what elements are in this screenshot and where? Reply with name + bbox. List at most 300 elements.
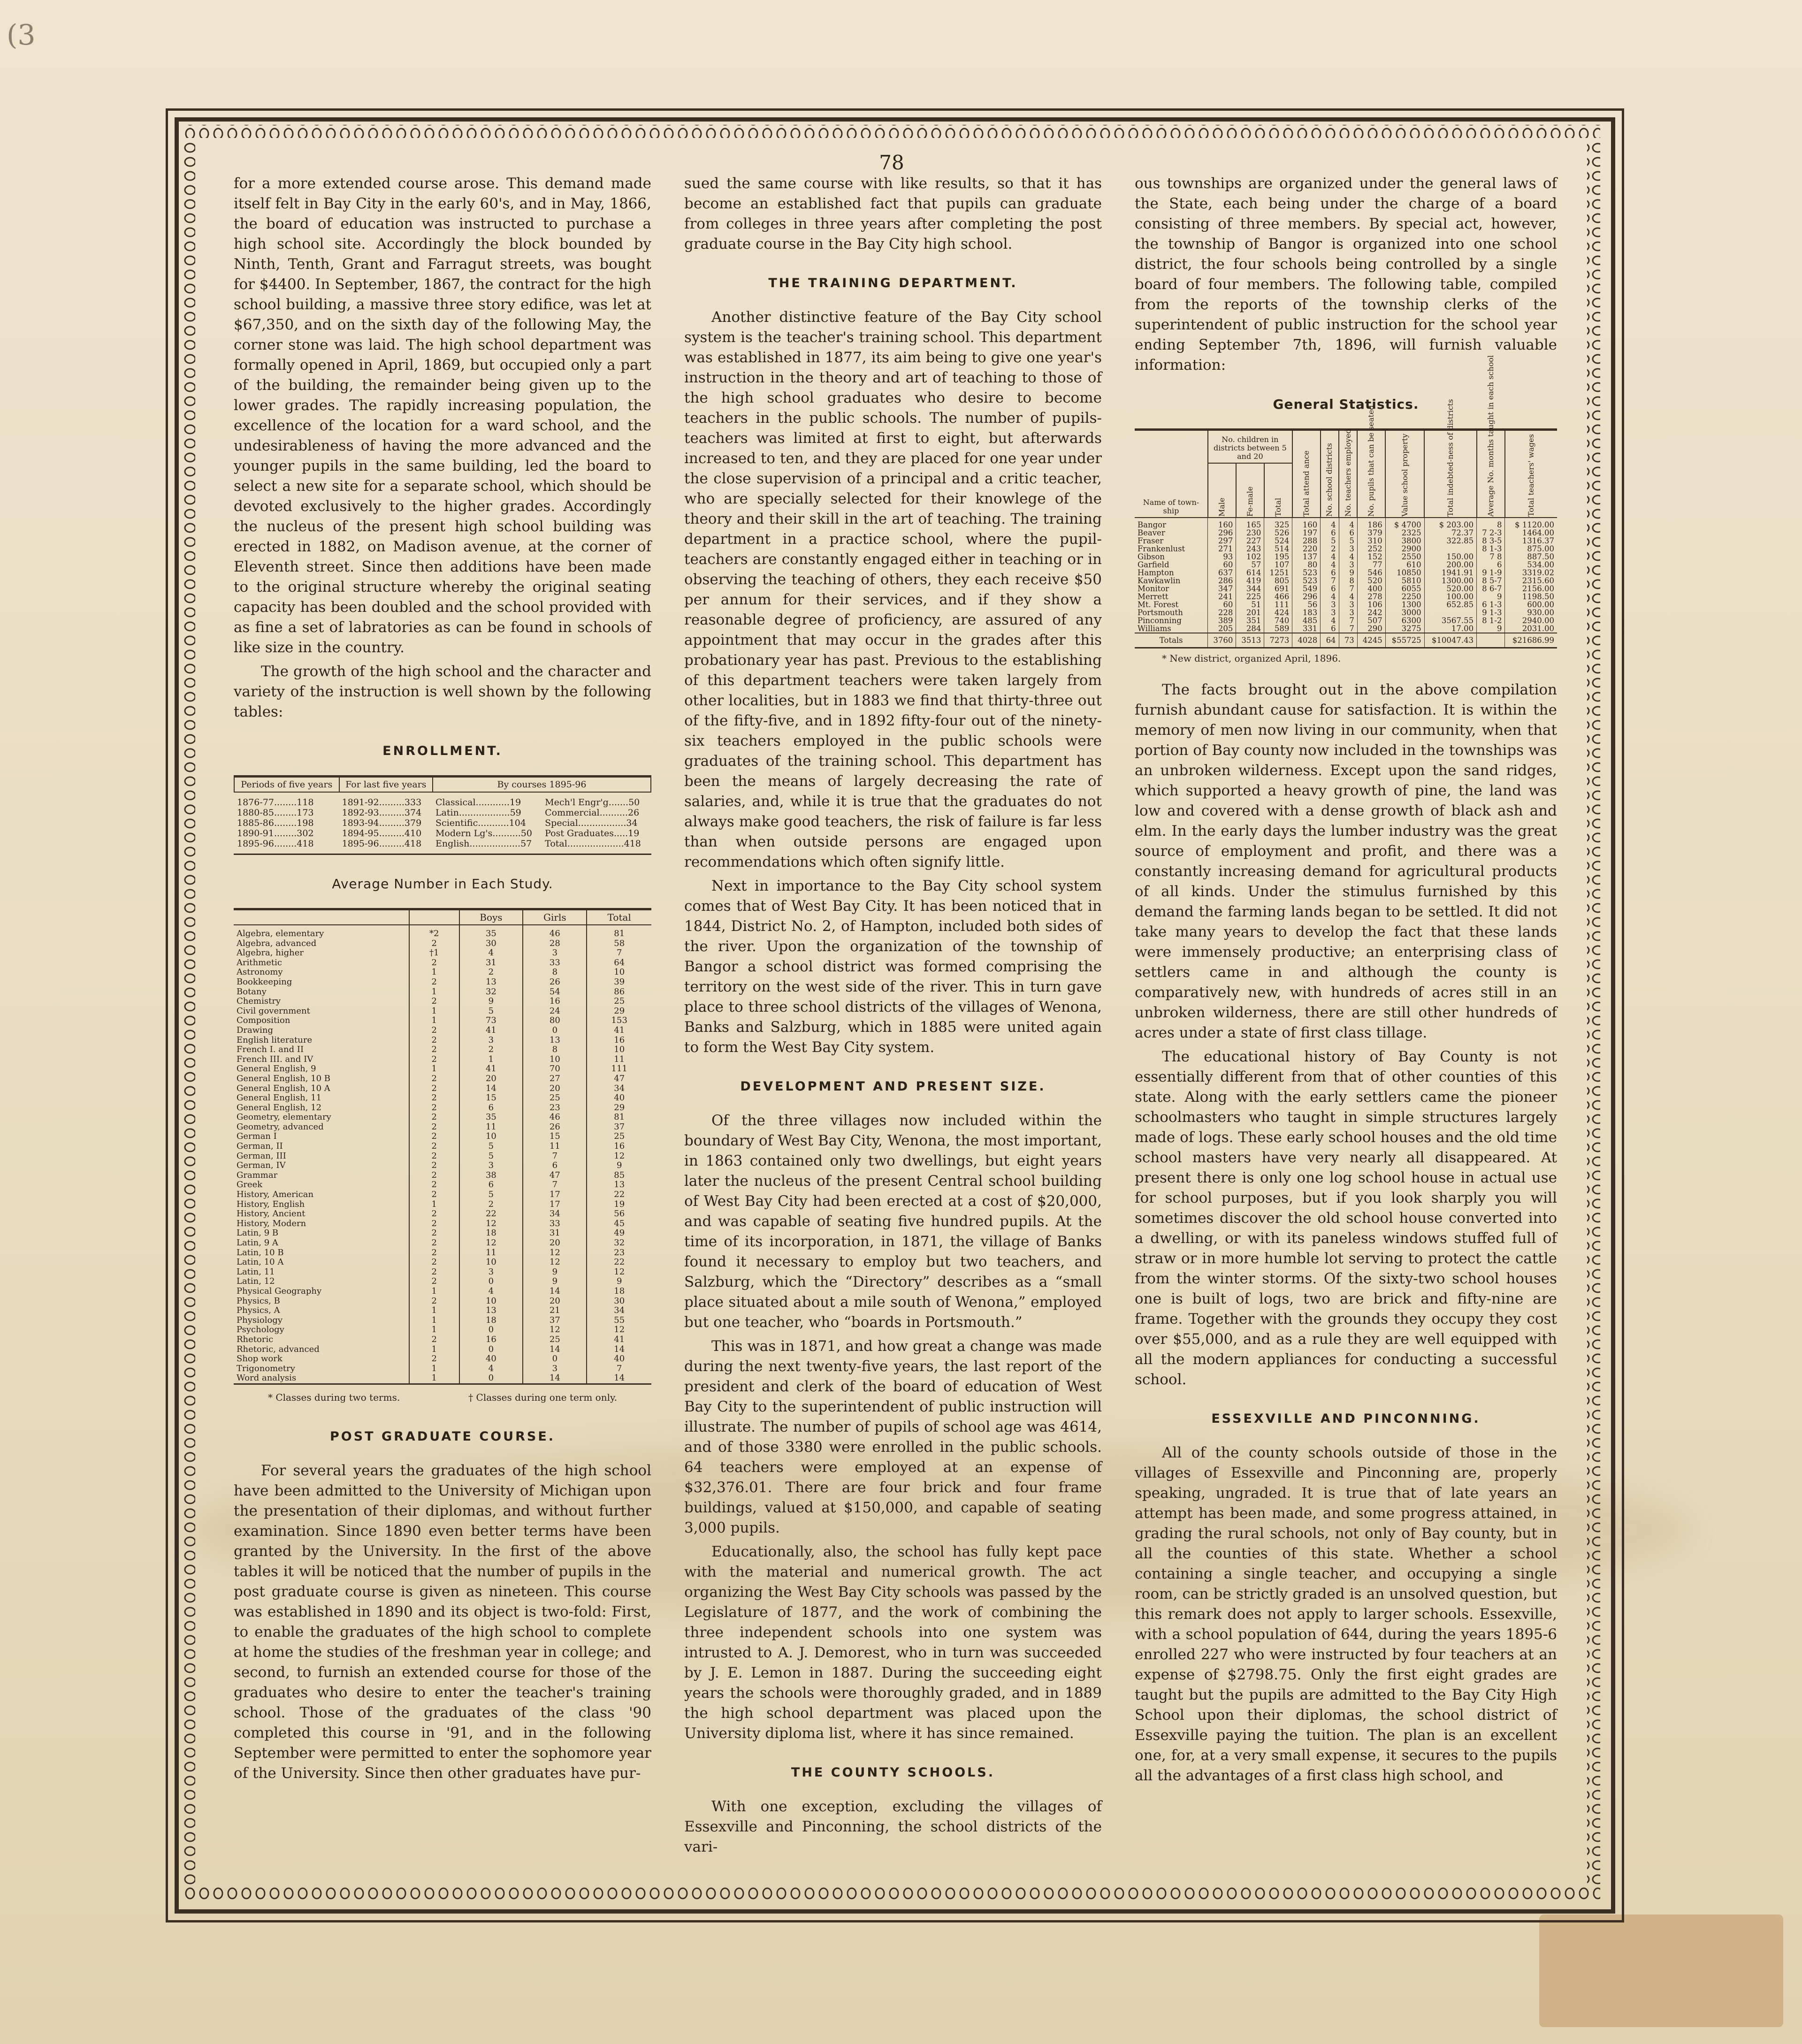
table-cell: 2 <box>409 1354 459 1364</box>
table-header: For last five years <box>339 777 433 792</box>
table-cell: 2900 <box>1385 545 1424 553</box>
table-row <box>234 1152 651 1161</box>
table-cell: Mt. Forest <box>1135 601 1208 609</box>
table-cell: 230 <box>1236 529 1264 537</box>
table-cell: 54 <box>523 987 587 997</box>
table-cell: 7 <box>1339 585 1357 593</box>
table-cell: 9 <box>617 1160 622 1171</box>
table-cell: 2250 <box>1385 593 1424 601</box>
table-footnote: * New district, organized April, 1896. <box>1162 653 1341 664</box>
table-cell: Latin, 9 A <box>234 1238 409 1248</box>
table-header: Boys <box>459 910 523 925</box>
table-header <box>234 910 409 925</box>
table-cell: 20 <box>523 1238 587 1248</box>
table-cell: 14 <box>459 1084 523 1094</box>
table-cell: 73 <box>459 1016 523 1026</box>
table-cell: 9 <box>1339 569 1357 577</box>
table-header: Value school property <box>1385 430 1424 518</box>
table-cell: 1 <box>409 1016 459 1026</box>
table-cell: 614 <box>1236 569 1264 577</box>
column-2 <box>684 174 1102 1861</box>
table-cell: 2 <box>1321 545 1339 553</box>
table-header: Total <box>1264 463 1292 518</box>
table-cell: 2 <box>409 1093 459 1103</box>
table-cell: Botany <box>234 987 409 997</box>
table-cell: 10 <box>614 1045 625 1055</box>
table-cell: 2 <box>409 1180 459 1190</box>
table-cell: Algebra, advanced <box>234 939 409 949</box>
table-cell: Physical Geography <box>234 1287 409 1297</box>
table-cell: 7 <box>617 1363 622 1373</box>
table-cell <box>1424 609 1476 617</box>
table-cell: 24 <box>523 1007 587 1016</box>
table-cell: 1 <box>409 1287 459 1297</box>
table-cell: 2315.60 <box>1522 576 1554 585</box>
table-cell: 10 <box>614 967 625 977</box>
table-cell: 27 <box>523 1074 587 1084</box>
table-cell: 485 <box>1292 617 1321 625</box>
table-cell: 8 <box>523 968 587 977</box>
table-cell: Word analysis <box>234 1373 409 1383</box>
table-row <box>234 1093 651 1103</box>
table-cell: 1893-94.........379 <box>342 818 422 828</box>
table-cell: Post Graduates.....19 <box>545 828 640 839</box>
table-cell: 524 <box>1264 537 1292 545</box>
table-row <box>234 1016 651 1026</box>
table-cell: 1251 <box>1264 569 1292 577</box>
table-cell: 34 <box>614 1305 625 1316</box>
table-row <box>234 808 651 818</box>
table-cell: 1885-86........198 <box>237 818 314 828</box>
table-cell: 81 <box>614 929 625 938</box>
table-cell: Physics, B <box>234 1297 409 1306</box>
table-cell: 4 <box>459 948 523 958</box>
table-cell: 389 <box>1208 617 1236 625</box>
table-cell: 4 <box>1339 553 1357 561</box>
table-cell: 2 <box>409 1267 459 1277</box>
table-cell: 12 <box>523 1258 587 1267</box>
table-cell: 3 <box>1339 561 1357 569</box>
table-cell: Garfield <box>1135 561 1208 569</box>
table-cell: 2 <box>409 1335 459 1345</box>
table-cell: 1880-85........173 <box>237 808 314 818</box>
table-row <box>234 1354 651 1364</box>
table-row <box>234 1026 651 1036</box>
table-cell: 286 <box>1208 577 1236 585</box>
table-row <box>1135 529 1557 537</box>
paragraph: The facts brought out in the above compilation furnish abundant cause for satisfaction. It is within the memory of men now living in our community, when that portion of Bay county now included in the townships was an unbroken wilderness. Except upon the sand ridges, which supported a heavy growth of pine, the land was low and covered with a dense growth of black ash and elm. In the early days the lumber industry was the great source of employment and profit, and there was a constantly increasing demand for agricultural products of all kinds. Under the stimulus furnished by this demand the farming lands began to be settled. It did not take many years to develop the fact that these lands were immensely productive; an enterprising class of settlers came in and although the county is comparatively new, with hundreds of acres still in an unbroken wilderness, there are still other hundreds of acres under a state of first class tillage. <box>1135 681 1557 1041</box>
table-cell: 73 <box>1339 633 1357 647</box>
table-cell: Algebra, higher <box>234 948 409 958</box>
table-cell: 3 <box>459 1267 523 1277</box>
paragraph: sued the same course with like results, so that it has become an established fact that pupils can graduate from colleges in three years after completing the post graduate course in the Bay City high school. <box>684 175 1102 252</box>
table-cell: 10 <box>523 1055 587 1065</box>
table-row <box>234 1055 651 1065</box>
table-cell: †1 <box>409 948 459 958</box>
table-cell: 2 <box>459 1200 523 1210</box>
table-cell: 51 <box>1236 601 1264 609</box>
table-cell: 2550 <box>1385 553 1424 561</box>
table-cell: 520.00 <box>1424 585 1476 593</box>
table-cell: 35 <box>459 1113 523 1122</box>
table-cell: 7 <box>1321 577 1339 585</box>
table-cell: Latin, 12 <box>234 1277 409 1287</box>
table-cell: 77 <box>1357 561 1385 569</box>
table-cell: 106 <box>1357 601 1385 609</box>
table-row <box>234 997 651 1007</box>
table-row <box>234 1306 651 1316</box>
table-cell: 8 1-3 <box>1477 545 1505 553</box>
table-cell: 55 <box>614 1315 625 1325</box>
table-cell: 165 <box>1236 518 1264 529</box>
table-cell: General English, 10 A <box>234 1084 409 1094</box>
table-cell: Drawing <box>234 1026 409 1036</box>
table-row <box>1135 537 1557 545</box>
table-cell: General English, 11 <box>234 1093 409 1103</box>
table-header: No. teachers employed <box>1339 430 1357 518</box>
table-header: Fe-male <box>1236 463 1264 518</box>
table-cell: History, Modern <box>234 1219 409 1229</box>
table-cell: 9 <box>459 997 523 1007</box>
table-cell: 37 <box>614 1121 625 1132</box>
table-row <box>234 1228 651 1238</box>
table-cell: 2 <box>409 1055 459 1065</box>
table-cell: 200.00 <box>1424 561 1476 569</box>
table-header: Periods of five years <box>234 777 339 792</box>
table-row <box>234 1103 651 1113</box>
table-row <box>1135 593 1557 601</box>
table-cell: 13 <box>523 1036 587 1045</box>
table-cell: 3 <box>1321 609 1339 617</box>
table-cell: 10 <box>459 1258 523 1267</box>
table-cell: 56 <box>614 1209 625 1219</box>
table-cell: 3000 <box>1385 609 1424 617</box>
table-cell: 6 1-3 <box>1477 601 1505 609</box>
table-cell: Latin, 10 B <box>234 1248 409 1258</box>
table-cell: German, II <box>234 1142 409 1152</box>
table-cell: 13 <box>459 977 523 987</box>
table-cell: German, IV <box>234 1161 409 1171</box>
table-cell: 3 <box>1339 609 1357 617</box>
table-cell: 526 <box>1264 529 1292 537</box>
table-cell: 2 <box>409 1152 459 1161</box>
table-row <box>234 1238 651 1248</box>
table-row <box>234 1200 651 1210</box>
table-cell: Total....................418 <box>545 839 641 849</box>
table-cell: Mech'l Engr'g.......50 <box>545 797 640 808</box>
table-cell: 58 <box>614 938 625 948</box>
table-cell: 6 <box>459 1180 523 1190</box>
table-cell: 35 <box>459 925 523 939</box>
table-row <box>234 1064 651 1074</box>
table-cell: 0 <box>459 1277 523 1287</box>
table-cell: 1 <box>409 1200 459 1210</box>
table-cell: French I. and II <box>234 1045 409 1055</box>
table-cell: 23 <box>614 1247 625 1258</box>
table-cell: 1892-93.........374 <box>342 808 422 818</box>
table-cell: 9 <box>1477 593 1505 601</box>
table-cell: 8 <box>1477 518 1505 529</box>
table-cell: 637 <box>1208 569 1236 577</box>
table-cell: 5 <box>459 1007 523 1016</box>
paragraph: Educationally, also, the school has fully kept pace with the material and numerical growth. The act organizing the West Bay City schools was passed by the Legislature of 1877, and the work of combining the three independent schools into one system was intrusted to A. J. Demorest, who in turn was succeeded by J. E. Lemon in 1887. During the succeeding eight years the schools were thoroughly graded, and in 1889 the high school department was placed upon the University diploma list, where it has since remained. <box>684 1543 1102 1742</box>
table-cell: 100.00 <box>1424 593 1476 601</box>
table-cell: 15 <box>523 1132 587 1142</box>
table-cell: 3 <box>459 1161 523 1171</box>
table-cell: 691 <box>1264 585 1292 593</box>
table-row <box>1135 609 1557 617</box>
table-cell: 2 <box>409 1113 459 1122</box>
table-cell: Hampton <box>1135 569 1208 577</box>
section-heading-average-number: Average Number in Each Study. <box>332 876 553 892</box>
table-cell: 4028 <box>1292 633 1321 647</box>
table-cell: 610 <box>1385 561 1424 569</box>
table-cell: 6 <box>1321 529 1339 537</box>
table-cell: Monitor <box>1135 585 1208 593</box>
table-row <box>1135 585 1557 593</box>
table-cell: Composition <box>234 1016 409 1026</box>
table-cell: 16 <box>459 1335 523 1345</box>
table-cell: 290 <box>1357 625 1385 633</box>
table-cell: $ 4700 <box>1385 518 1424 529</box>
table-cell: 9 <box>1477 625 1505 633</box>
table-cell: 1 <box>409 1364 459 1374</box>
table-row <box>234 1219 651 1229</box>
table-row <box>234 925 651 939</box>
table-cell: 10 <box>459 1132 523 1142</box>
table-cell: 1198.50 <box>1522 592 1554 601</box>
table-cell: 29 <box>614 1006 625 1016</box>
table-cell: 12 <box>523 1325 587 1335</box>
table-cell: 2 <box>409 1228 459 1238</box>
table-cell: History, English <box>234 1200 409 1210</box>
page-number: 78 <box>879 151 904 174</box>
table-row <box>234 1045 651 1055</box>
table-cell: 2 <box>409 1122 459 1132</box>
table-row <box>1135 577 1557 585</box>
table-cell: 2325 <box>1385 529 1424 537</box>
table-cell: Physiology <box>234 1316 409 1326</box>
table-cell: 424 <box>1264 609 1292 617</box>
table-cell: Civil government <box>234 1007 409 1016</box>
table-cell: 296 <box>1292 593 1321 601</box>
table-header: Total attend ance <box>1292 430 1321 518</box>
table-cell: 0 <box>459 1325 523 1335</box>
table-cell: 20 <box>459 1074 523 1084</box>
table-cell: 85 <box>614 1170 625 1180</box>
table-cell: 5 <box>1321 537 1339 545</box>
table-header: No. school districts <box>1321 430 1339 518</box>
table-header: No. children in districts between 5 and 20 <box>1208 430 1292 463</box>
table-cell: 1890-91........302 <box>237 828 314 839</box>
table-cell: Latin, 9 B <box>234 1228 409 1238</box>
table-cell: 186 <box>1357 518 1385 529</box>
table-cell: 25 <box>523 1093 587 1103</box>
table-cell: 8 <box>523 1045 587 1055</box>
table-cell: 34 <box>614 1083 625 1093</box>
table-cell: Arithmetic <box>234 958 409 968</box>
paragraph: This was in 1871, and how great a change was made during the next twenty-five years, the last report of the president and clerk of the board of education of West Bay City to the superintendent of public instruction will illustrate. The number of pupils of school age was 4614, and of those 3380 were enrolled in the public schools. 64 teachers were employed at an expense of $32,376.01. There are four brick and four frame buildings, valued at $150,000, and capable of seating 3,000 pupils. <box>684 1338 1102 1536</box>
table-cell: 3 <box>1339 601 1357 609</box>
table-cell: 111 <box>1264 601 1292 609</box>
table-cell: 9 1-3 <box>1477 609 1505 617</box>
table-cell: 13 <box>614 1180 625 1190</box>
table-cell: 1941.91 <box>1424 569 1476 577</box>
table-cell: 32 <box>614 1238 625 1248</box>
paragraph: The educational history of Bay County is not essentially different from that of other counties of this state. Along with the early settlers came the pioneer schoolmasters who taught in simple structures largely made of logs. These early school houses and the old time school masters have very nearly all disappeared. At present there is only one log school house in actual use for school purposes, but if you look sharply you will sometimes discover the old school house converted into a dwelling, or with its paneless windows stuffed full of straw or in more humble lot serving to protect the cattle from the winter storms. Of the sixty-two school houses one is built of logs, two are brick and fifty-nine are frame. Together with the grounds they occupy they cost over $55,000, and as a rule they are well equipped with all the modern appliances for conducting a successful school. <box>1135 1048 1557 1388</box>
table-cell: 60 <box>1208 601 1236 609</box>
table-cell: 7 8 <box>1477 553 1505 561</box>
table-header: Name of town-ship <box>1135 430 1208 518</box>
table-cell: 37 <box>523 1316 587 1326</box>
table-row <box>234 1036 651 1045</box>
table-row <box>234 1161 651 1171</box>
table-cell: 4 <box>1321 553 1339 561</box>
table-cell: 2031.00 <box>1522 624 1554 633</box>
table-row <box>1135 601 1557 609</box>
table-cell: 14 <box>523 1287 587 1297</box>
table-cell: 38 <box>459 1171 523 1181</box>
table-cell: 419 <box>1236 577 1264 585</box>
section-heading-county-schools: THE COUNTY SCHOOLS. <box>791 1765 995 1780</box>
table-cell: 31 <box>523 1228 587 1238</box>
table-cell: 102 <box>1236 553 1264 561</box>
table-cell: 195 <box>1264 553 1292 561</box>
section-heading-training: THE TRAINING DEPARTMENT. <box>768 276 1018 290</box>
table-cell: 25 <box>614 1131 625 1142</box>
table-cell: 3800 <box>1385 537 1424 545</box>
table-row-totals <box>1135 633 1557 647</box>
table-row <box>234 1287 651 1297</box>
table-cell: 14 <box>523 1373 587 1383</box>
table-cell: General English, 12 <box>234 1103 409 1113</box>
table-cell: 225 <box>1236 593 1264 601</box>
table-cell: 14 <box>614 1373 625 1383</box>
table-row <box>234 1122 651 1132</box>
table-cell: 2 <box>409 1209 459 1219</box>
table-cell: Geometry, advanced <box>234 1122 409 1132</box>
table-row <box>234 1373 651 1383</box>
table-row <box>234 948 651 958</box>
table-cell: Pinconning <box>1135 617 1208 625</box>
table-cell: 1 <box>409 1007 459 1016</box>
table-cell: 47 <box>523 1171 587 1181</box>
table-cell: 2 <box>409 1258 459 1267</box>
table-cell: 46 <box>523 925 587 939</box>
table-cell: 284 <box>1236 625 1264 633</box>
table-cell: 107 <box>1264 561 1292 569</box>
table-row <box>234 1142 651 1152</box>
table-cell: Latin, 11 <box>234 1267 409 1277</box>
table-cell: 17 <box>523 1200 587 1210</box>
table-cell: 34 <box>523 1209 587 1219</box>
table-cell: 22 <box>459 1209 523 1219</box>
table-cell: Bookkeeping <box>234 977 409 987</box>
table-cell: 227 <box>1236 537 1264 545</box>
table-cell: 3760 <box>1208 633 1236 647</box>
table-cell: 64 <box>1321 633 1339 647</box>
table-cell: 9 <box>523 1267 587 1277</box>
table-cell: 9 1-9 <box>1477 569 1505 577</box>
table-cell: 589 <box>1264 625 1292 633</box>
table-cell: 1895-96........418 <box>237 839 314 849</box>
table-cell: 5 <box>459 1190 523 1200</box>
table-cell: Scientific...........104 <box>435 818 526 828</box>
table-row <box>1135 553 1557 561</box>
table-cell: 11 <box>523 1142 587 1152</box>
table-cell: 18 <box>614 1286 625 1296</box>
table-row <box>234 1325 651 1335</box>
section-heading-enrollment: ENROLLMENT. <box>382 744 503 758</box>
table-cell: 3 <box>459 1036 523 1045</box>
table-cell: 379 <box>1357 529 1385 537</box>
paragraph: ous townships are organized under the general laws of the State, each being under the charge of a board consisting of three members. By special act, however, the township of Bangor is organized into one school district, the four schools being controlled by a single board of four members. The following table, compiled from the reports of the township clerks of the superintendent of public instruction for the school year ending September 7th, 1896, will furnish valuable information: <box>1135 175 1557 374</box>
table-cell: 507 <box>1357 617 1385 625</box>
table-cell: 7 <box>617 948 622 958</box>
table-cell: 33 <box>523 1219 587 1229</box>
table-cell: 271 <box>1208 545 1236 553</box>
table-cell: 7273 <box>1264 633 1292 647</box>
paragraph: Another distinctive feature of the Bay City school system is the teacher's training school. This department was established in 1877, its aim being to give one year's instruction in the theory and art of teaching to those of the high school graduates who desire to become teachers in the public schools. The number of pupils-teachers was limited at first to eight, but afterwards increased to ten, and they are placed for one year under the close supervision of a principal and a critic teacher, who are specially selected for their knowlege of the theory and their skill in the art of teaching. The training department in a practice school, where the pupil-teachers are constantly engaged either in teaching or in observing the teaching of others, they each receive $50 per annum for their services, and if they show a reasonable degree of proficiency, are assured of any appointment that may occur in the grades after this probationary year has past. Previous to the establishing of this department teachers were taken largely from other localities, but in 1883 we find that thirty-three out of the fifty-five, and in 1892 fifty-four out of the ninety-six teachers employed in the public schools were graduates of the training school. This department has been the means of largely decreasing the rate of salaries, and, while it is true that the graduates do not always make good teachers, the risk of failure is far less than when outside persons are engaged upon recommendations which often signify little. <box>684 309 1102 870</box>
table-cell: 331 <box>1292 625 1321 633</box>
table-row <box>234 828 651 839</box>
table-cell: 30 <box>614 1296 625 1306</box>
table-cell: 2 <box>459 968 523 977</box>
paragraph: For several years the graduates of the high school have been admitted to the University of Michigan upon the presentation of their diplomas, and without further examination. Since 1890 even better terms have been granted by the University. In the first of the above tables it will be noticed that the number of pupils in the post graduate course is given as nineteen. This course was established in 1890 and its object is two-fold: First, to enable the graduates of the high school to complete at home the studies of the freshman year in college; and second, to furnish an extended course for those of the graduates who desire to enter the teacher's training school. Those of the graduates of the class '90 completed this course in '91, and in the following September were permitted to enter the sophomore year of the University. Since then other graduates have pur- <box>234 1462 651 1782</box>
table-cell: 57 <box>1236 561 1264 569</box>
table-row <box>234 1209 651 1219</box>
table-cell: General English, 9 <box>234 1064 409 1074</box>
table-cell: 2 <box>409 1277 459 1287</box>
table-cell: 47 <box>614 1073 625 1083</box>
table-cell: 514 <box>1264 545 1292 553</box>
table-cell: $21686.99 <box>1505 633 1557 647</box>
table-cell: 740 <box>1264 617 1292 625</box>
table-row <box>234 1007 651 1016</box>
table-cell: 19 <box>614 1199 625 1209</box>
table-cell: 4 <box>1321 617 1339 625</box>
paragraph: for a more extended course arose. This demand made itself felt in Bay City in the early 60's, and in May, 1866, the board of education was instructed to purchase a high school site. Accordingly the block bounded by Ninth, Tenth, Grant and Farragut streets, was bought for $4400. In September, 1867, the contract for the high school building, a massive three story edifice, was let at $67,350, and on the sixth day of the following May, the corner stone was laid. The high school department was formally opened in April, 1869, but occupied only a part of the building, the remainder being given up to the lower grades. The rapidly increasing population, the excellence of the location for a ward school, and the undesirableness of having the more advanced and the younger pupils in the same building, led the board to select a new site for a separate school, which should be devoted exclusively to the higher grades. Accordingly the nucleus of the present high school building was erected in 1882, on Madison avenue, at the corner of Eleventh street. Since then additions have been made to the original structure whereby the original seating capacity has been doubled and the school provided with as fine a set of labratories as can be found in schools of like size in the country. <box>234 175 651 656</box>
table-cell: 2 <box>409 1132 459 1142</box>
table-cell: 49 <box>614 1228 625 1238</box>
table-cell: 2 <box>409 1238 459 1248</box>
table-cell: 0 <box>523 1026 587 1036</box>
table-cell: 11 <box>614 1054 625 1064</box>
table-cell: 241 <box>1208 593 1236 601</box>
table-cell: 310 <box>1357 537 1385 545</box>
table-row <box>1135 625 1557 633</box>
table-cell: 64 <box>614 957 625 968</box>
paragraph: Next in importance to the Bay City school system comes that of West Bay City. It has been noticed that in 1844, District No. 2, of Hampton, included both sides of the river. Upon the organization of the township of Bangor a school district was formed comprising the territory on the west side of the river. This in turn gave place to three school districts of the villages of Wenona, Banks and Salzburg, which in 1885 were united again to form the West Bay City system. <box>684 877 1102 1056</box>
table-row <box>234 1267 651 1277</box>
table-cell: 1 <box>409 1316 459 1326</box>
table-cell: 6 <box>1339 529 1357 537</box>
section-heading-post-graduate: POST GRADUATE COURSE. <box>329 1429 556 1444</box>
table-cell: 12 <box>459 1238 523 1248</box>
table-cell: 16 <box>523 997 587 1007</box>
table-cell: 93 <box>1208 553 1236 561</box>
table-cell: Classical............19 <box>435 797 521 808</box>
table-cell: 6 <box>459 1103 523 1113</box>
table-cell: 28 <box>523 939 587 949</box>
table-cell <box>1424 545 1476 553</box>
table-cell: 5 <box>459 1152 523 1161</box>
table-cell: 400 <box>1357 585 1385 593</box>
table-cell: 150.00 <box>1424 553 1476 561</box>
table-cell: 25 <box>614 996 625 1007</box>
table-cell: 41 <box>459 1026 523 1036</box>
table-cell: 344 <box>1236 585 1264 593</box>
